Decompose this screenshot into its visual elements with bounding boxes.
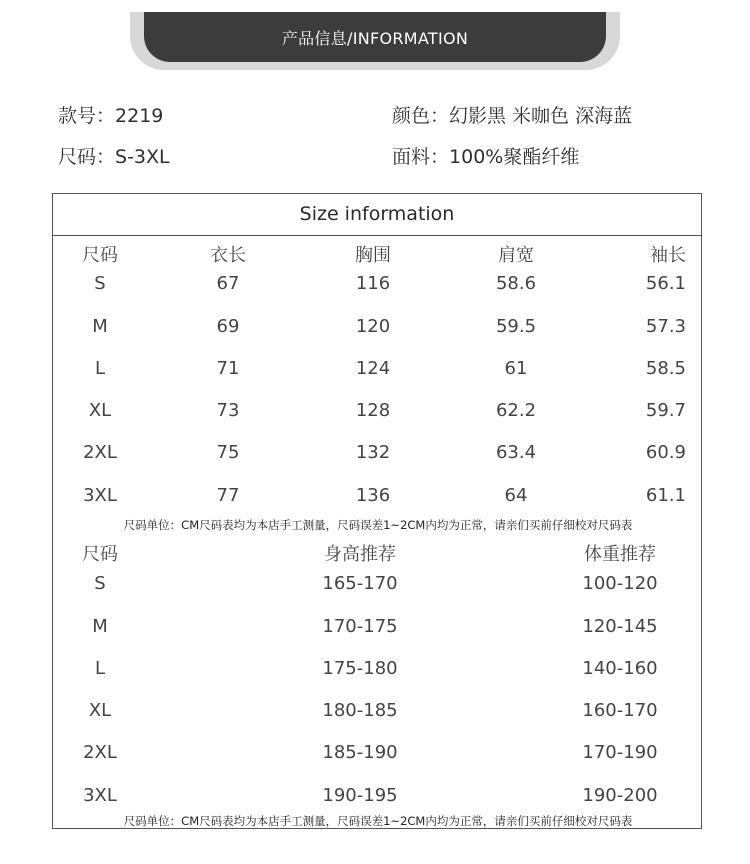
- size-table-cell: 124: [355, 358, 391, 379]
- size-table-cell: 63.4: [495, 442, 537, 463]
- recommend-table-cell: 3XL: [83, 785, 117, 806]
- recommend-table-cell: L: [94, 658, 106, 679]
- size-table-cell: 61: [504, 358, 528, 379]
- spec-fabric-label: 面料：: [392, 146, 450, 168]
- size-table-cell: 120: [355, 316, 391, 337]
- size-table-cell: 60.9: [645, 442, 686, 463]
- size-table-cell: 62.2: [495, 400, 537, 421]
- size-table-cell: M: [92, 316, 108, 337]
- size-table-cell: XL: [88, 400, 112, 421]
- size-table-cell: 58.5: [645, 358, 686, 379]
- recommend-table-cell: 185-190: [322, 742, 398, 763]
- spec-fabric-value: 100%聚酯纤维: [449, 146, 580, 168]
- recommend-table-header: 尺码: [82, 544, 118, 565]
- spec-size-range: [58, 142, 170, 169]
- recommend-table-cell: 140-160: [582, 658, 658, 679]
- size-table-cell: 73: [216, 400, 240, 421]
- recommend-table-cell: 170-175: [322, 616, 398, 637]
- spec-style-label: 款号：: [58, 105, 116, 127]
- recommend-table-cell: 2XL: [83, 742, 117, 763]
- recommend-table-header: 身高推荐: [324, 544, 396, 565]
- recommend-table-cell: 190-200: [582, 785, 658, 806]
- size-table-header: 胸围: [355, 245, 391, 266]
- recommend-table-cell: 180-185: [322, 700, 398, 721]
- size-table-cell: 59.5: [495, 316, 537, 337]
- spec-style-number: [58, 101, 163, 128]
- recommend-table-cell: 120-145: [582, 616, 658, 637]
- spec-fabric: [392, 142, 579, 169]
- size-table-cell: 64: [504, 485, 528, 506]
- size-table-cell: 3XL: [83, 485, 117, 506]
- recommend-table-note: 尺码单位：CM尺码表均为本店手工测量，尺码误差1~2CM内均为正常，请亲们买前仔细校对尺码表: [123, 814, 633, 828]
- size-table-cell: L: [94, 358, 106, 379]
- recommend-table-header: 体重推荐: [584, 544, 656, 565]
- size-table-cell: 132: [355, 442, 391, 463]
- header-banner: [144, 12, 606, 62]
- recommend-table-cell: 170-190: [582, 742, 658, 763]
- size-table-cell: 2XL: [83, 442, 117, 463]
- spec-size-label: 尺码：: [58, 146, 116, 168]
- size-table-cell: 58.6: [495, 273, 537, 294]
- size-table-cell: 57.3: [645, 316, 686, 337]
- size-table-note: 尺码单位：CM尺码表均为本店手工测量，尺码误差1~2CM内均为正常，请亲们买前仔细校对尺码表: [123, 518, 633, 532]
- spec-style-value: 2219: [115, 105, 164, 127]
- recommend-table-cell: XL: [88, 700, 112, 721]
- size-table-header: 衣长: [210, 245, 246, 266]
- size-table-cell: 59.7: [645, 400, 686, 421]
- size-table-cell: 71: [216, 358, 240, 379]
- size-table-cell: 128: [355, 400, 391, 421]
- size-table-title: Size information: [52, 193, 702, 236]
- spec-color-label: 颜色：: [392, 105, 450, 127]
- size-table-cell: 116: [355, 273, 391, 294]
- recommend-table-cell: 100-120: [582, 573, 658, 594]
- recommend-table-cell: M: [92, 616, 108, 637]
- header-title: 产品信息/INFORMATION: [281, 28, 469, 48]
- size-table-header: 肩宽: [498, 245, 534, 266]
- recommend-table-cell: 175-180: [322, 658, 398, 679]
- recommend-table-cell: S: [94, 573, 106, 594]
- size-table-cell: 61.1: [645, 485, 686, 506]
- size-table-cell: S: [94, 273, 106, 294]
- size-table-cell: 77: [216, 485, 240, 506]
- size-table-cell: 67: [216, 273, 240, 294]
- spec-size-value: S-3XL: [115, 146, 170, 168]
- size-table-cell: 56.1: [645, 273, 686, 294]
- size-table-header: 尺码: [82, 245, 118, 266]
- size-table-header: 袖长: [650, 245, 686, 266]
- recommend-table-cell: 160-170: [582, 700, 658, 721]
- size-table-cell: 69: [216, 316, 240, 337]
- spec-color: [392, 101, 632, 128]
- spec-color-value: 幻影黑 米咖色 深海蓝: [449, 105, 633, 127]
- recommend-table-cell: 165-170: [322, 573, 398, 594]
- size-table-cell: 75: [216, 442, 240, 463]
- size-table-cell: 136: [355, 485, 391, 506]
- recommend-table-cell: 190-195: [322, 785, 398, 806]
